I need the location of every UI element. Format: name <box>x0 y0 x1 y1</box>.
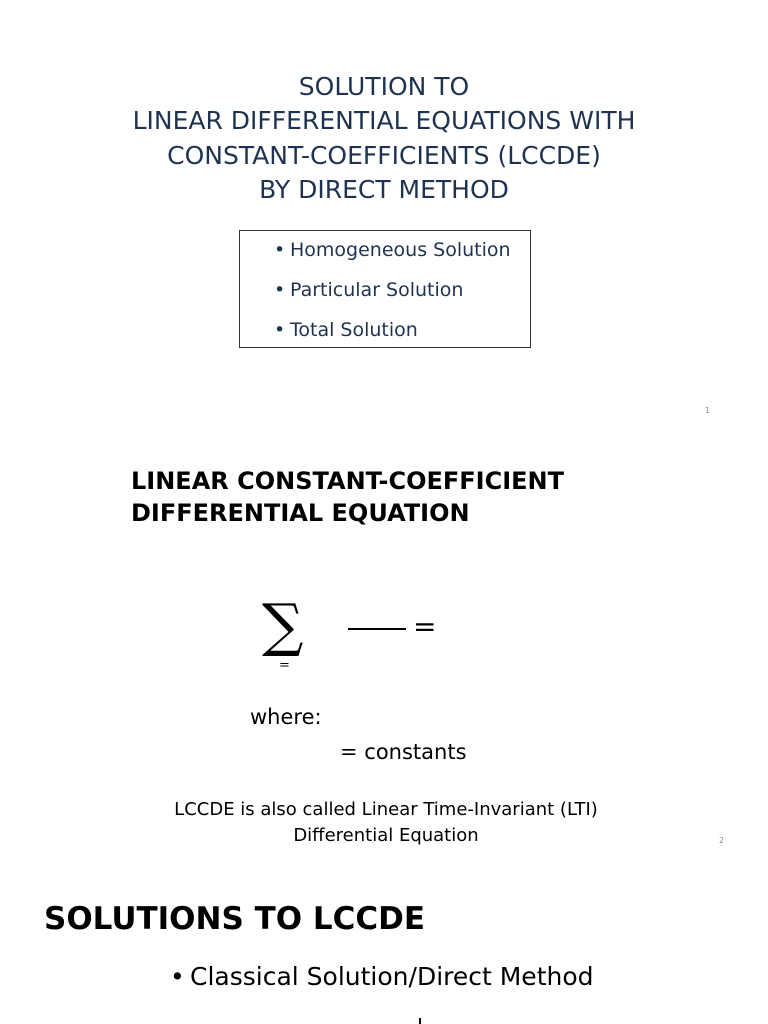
lti-note-line-2: Differential Equation <box>293 825 479 846</box>
slide-1-title-line-2: LINEAR DIFFERENTIAL EQUATIONS WITH <box>132 106 636 135</box>
slide-2-heading-line-1: LINEAR CONSTANT-COEFFICIENT <box>131 467 564 495</box>
list-item-label: Classical Solution/Direct Method <box>190 962 594 991</box>
solution-types-box <box>239 230 531 348</box>
summation-symbol: ∑ <box>262 591 304 659</box>
page-number-1: 1 <box>705 406 711 415</box>
bullet-icon: • <box>274 319 286 341</box>
bullet-icon: • <box>274 279 286 301</box>
list-item-classical-solution <box>170 960 594 994</box>
lti-note-line-1: LCCDE is also called Linear Time-Invariant (LTI) <box>174 799 598 820</box>
summation-subscript-equals: = <box>279 658 290 673</box>
bullet-icon: • <box>274 239 286 261</box>
list-item-label: Homogeneous Solution <box>290 239 511 261</box>
slide-2-heading-line-2: DIFFERENTIAL EQUATION <box>131 499 470 527</box>
slide-1-title-line-4: BY DIRECT METHOD <box>259 175 509 204</box>
constants-label: constants <box>357 740 467 764</box>
constants-definition <box>340 738 467 766</box>
fraction-bar <box>348 628 406 630</box>
list-item-total <box>274 318 418 342</box>
list-item-particular <box>274 278 463 302</box>
slide-3-heading: SOLUTIONS TO LCCDE <box>44 901 426 937</box>
bullet-icon: • <box>170 962 185 991</box>
list-item-label: Total Solution <box>290 319 418 341</box>
slide-1-title-line-3: CONSTANT-COEFFICIENTS (LCCDE) <box>167 141 601 170</box>
cut-off-glyph <box>419 1018 421 1024</box>
equation-equals-sign: = <box>413 610 437 643</box>
slide-1-title-line-1: SOLUTION TO <box>298 72 470 101</box>
constants-equals-sign: = <box>340 740 358 764</box>
where-label: where: <box>250 705 322 729</box>
list-item-homogeneous <box>274 238 511 262</box>
list-item-label: Particular Solution <box>290 279 464 301</box>
page-number-2: 2 <box>719 836 725 845</box>
